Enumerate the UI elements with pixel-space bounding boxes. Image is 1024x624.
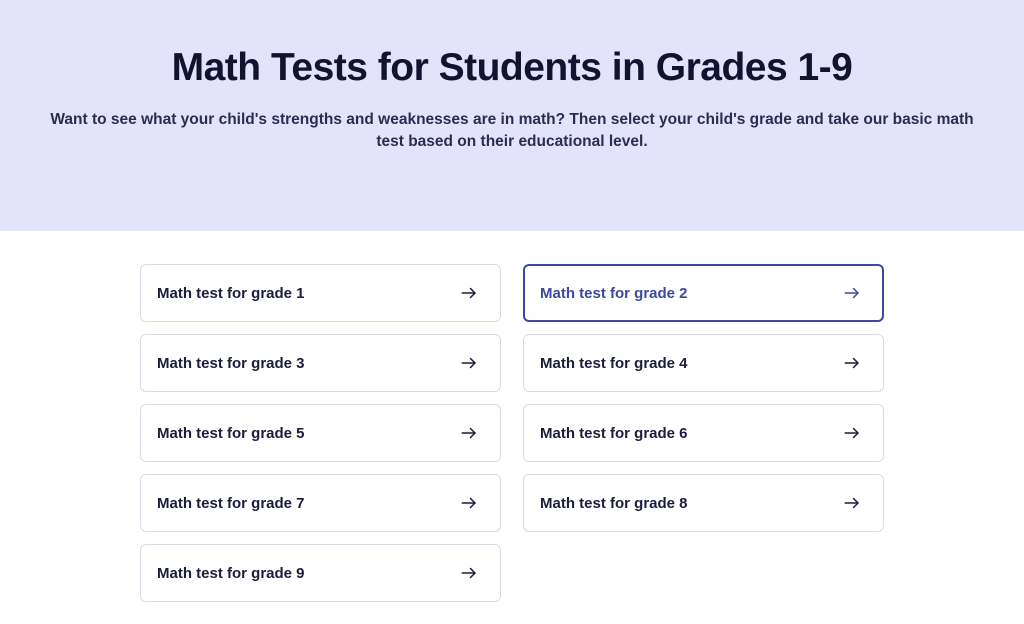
main-content bbox=[0, 231, 1024, 602]
grade-test-card-label: Math test for grade 7 bbox=[157, 494, 305, 512]
arrow-right-icon bbox=[843, 354, 861, 372]
hero-banner bbox=[0, 0, 1024, 231]
grade-test-card-label: Math test for grade 4 bbox=[540, 354, 688, 372]
arrow-right-icon bbox=[843, 494, 861, 512]
grade-test-card[interactable] bbox=[523, 334, 884, 392]
page-title: Math Tests for Students in Grades 1-9 bbox=[171, 46, 853, 89]
grade-test-card[interactable] bbox=[523, 264, 884, 322]
grade-test-card[interactable] bbox=[140, 474, 501, 532]
arrow-right-icon bbox=[843, 424, 861, 442]
grade-test-card-label: Math test for grade 1 bbox=[157, 284, 305, 302]
arrow-right-icon bbox=[460, 564, 478, 582]
grade-test-card-label: Math test for grade 6 bbox=[540, 424, 688, 442]
arrow-right-icon bbox=[843, 284, 861, 302]
grade-test-card[interactable] bbox=[140, 404, 501, 462]
grade-test-card-label: Math test for grade 9 bbox=[157, 564, 305, 582]
grade-test-card[interactable] bbox=[140, 334, 501, 392]
arrow-right-icon bbox=[460, 494, 478, 512]
arrow-right-icon bbox=[460, 424, 478, 442]
grade-test-card[interactable] bbox=[140, 264, 501, 322]
grade-test-card-label: Math test for grade 3 bbox=[157, 354, 305, 372]
page-subtitle: Want to see what your child's strengths and weaknesses are in math? Then select your child's grade and take our basic math test based on their educational level. bbox=[50, 111, 974, 150]
grade-test-card-label: Math test for grade 2 bbox=[540, 284, 688, 302]
grade-test-card-label: Math test for grade 5 bbox=[157, 424, 305, 442]
grade-test-card[interactable] bbox=[523, 474, 884, 532]
arrow-right-icon bbox=[460, 284, 478, 302]
grade-test-card[interactable] bbox=[523, 404, 884, 462]
grade-test-card-label: Math test for grade 8 bbox=[540, 494, 688, 512]
arrow-right-icon bbox=[460, 354, 478, 372]
grade-test-card[interactable] bbox=[140, 544, 501, 602]
grade-test-grid bbox=[140, 264, 884, 602]
